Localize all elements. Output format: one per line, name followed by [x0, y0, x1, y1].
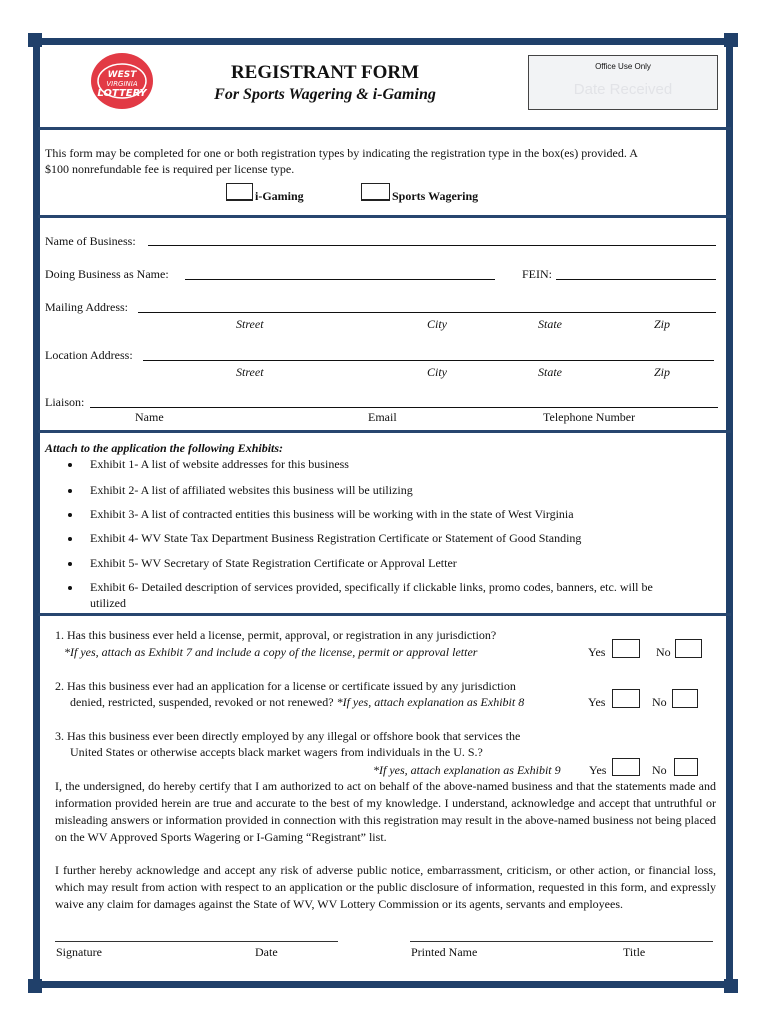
- border-corner: [28, 979, 42, 993]
- office-use-label: Office Use Only: [595, 62, 651, 71]
- question-1: 1. Has this business ever held a license, permit, approval, or registration in any jurisdiction?: [55, 628, 497, 642]
- question-2: 2. Has this business ever had an application for a license or certificate issued by any jurisdiction: [55, 679, 516, 693]
- location-address-field[interactable]: [143, 360, 714, 361]
- printed-name-line[interactable]: [410, 941, 713, 942]
- dba-field[interactable]: [185, 279, 495, 280]
- svg-text:VIRGINIA: VIRGINIA: [106, 80, 138, 88]
- section-divider: [38, 613, 731, 616]
- question-3-line-2: United States or otherwise accepts black market wagers from individuals in the U. S.?: [70, 745, 483, 759]
- liaison-phone-caption: Telephone Number: [543, 410, 636, 424]
- exhibit-item: Exhibit 4- WV State Tax Department Business Registration Certificate or Statement of Good Standing: [90, 531, 582, 545]
- location-address-label: Location Address:: [45, 348, 133, 362]
- section-divider: [38, 215, 731, 218]
- bullet: [68, 562, 72, 566]
- fein-field[interactable]: [556, 279, 716, 280]
- location-city-caption: City: [427, 365, 447, 379]
- q1-no-label: No: [656, 645, 671, 659]
- igaming-label: i-Gaming: [255, 189, 304, 203]
- border-corner: [28, 33, 42, 47]
- mailing-city-caption: City: [427, 317, 447, 331]
- form-subtitle: For Sports Wagering & i-Gaming: [214, 86, 436, 103]
- business-name-label: Name of Business:: [45, 234, 136, 248]
- svg-text:LOTTERY: LOTTERY: [97, 88, 147, 99]
- exhibit-item-continuation: utilized: [90, 596, 126, 610]
- border-corner: [724, 33, 738, 47]
- office-use-box: [528, 55, 718, 110]
- sports-wagering-checkbox[interactable]: [361, 183, 390, 201]
- mailing-state-caption: State: [538, 317, 562, 331]
- title-caption: Title: [623, 945, 646, 959]
- q3-yes-checkbox[interactable]: [612, 758, 640, 776]
- bullet: [68, 513, 72, 517]
- exhibit-item: Exhibit 1- A list of website addresses for this business: [90, 457, 349, 471]
- liaison-field[interactable]: [90, 407, 718, 408]
- bullet: [68, 463, 72, 467]
- date-received-placeholder: Date Received: [573, 81, 673, 98]
- q2-yes-label: Yes: [588, 695, 606, 709]
- liaison-name-caption: Name: [135, 410, 164, 424]
- question-1-note: *If yes, attach as Exhibit 7 and include a copy of the license, permit or approval letter: [64, 645, 478, 659]
- q3-no-label: No: [652, 763, 667, 777]
- certification-paragraph: I, the undersigned, do hereby certify that I am authorized to act on behalf of the above-named business and that the statements made and information provided herein are true and accurate to the best of my knowledge. I understand, acknowledge and accept that untruthful or misleading answers or information provided in connection with this registration may result in the above-named business not being placed on the WV Approved Sports Wagering or I-Gaming “Registrant” list.: [55, 779, 716, 844]
- exhibit-item: Exhibit 2- A list of affiliated websites this business will be utilizing: [90, 483, 413, 497]
- bullet: [68, 586, 72, 590]
- exhibits-heading: Attach to the application the following Exhibits:: [45, 441, 284, 455]
- igaming-checkbox[interactable]: [226, 183, 253, 201]
- q3-no-checkbox[interactable]: [674, 758, 698, 776]
- mailing-address-field[interactable]: [138, 312, 716, 313]
- bullet: [68, 537, 72, 541]
- fein-label: FEIN:: [522, 267, 552, 281]
- question-2-note: *If yes, attach explanation as Exhibit 8: [336, 695, 525, 709]
- question-2-line-2: [70, 695, 524, 710]
- q2-no-checkbox[interactable]: [672, 689, 698, 708]
- location-zip-caption: Zip: [654, 365, 671, 379]
- printed-name-caption: Printed Name: [411, 945, 478, 959]
- mailing-zip-caption: Zip: [654, 317, 671, 331]
- svg-text:WEST: WEST: [107, 70, 137, 80]
- wv-lottery-logo: [90, 52, 154, 110]
- signature-line[interactable]: [55, 941, 338, 942]
- q1-yes-checkbox[interactable]: [612, 639, 640, 658]
- sports-wagering-label: Sports Wagering: [392, 189, 479, 203]
- q1-yes-label: Yes: [588, 645, 606, 659]
- date-caption: Date: [255, 945, 278, 959]
- q1-no-checkbox[interactable]: [675, 639, 702, 658]
- dba-label: Doing Business as Name:: [45, 267, 169, 281]
- location-state-caption: State: [538, 365, 562, 379]
- mailing-address-label: Mailing Address:: [45, 300, 128, 314]
- exhibit-item: Exhibit 6- Detailed description of services provided, specifically if clickable links, promo codes, banners, etc. will be: [90, 580, 653, 594]
- acknowledgement-paragraph: I further hereby acknowledge and accept any risk of adverse public notice, embarrassment, criticism, or other action, or financial loss, which may result from action with respect to an application or the public disclosure of information, requested in this form, and expressly waive any claim for damages against the State of WV, WV Lottery Commission or its agents, servants and employees.: [55, 863, 716, 911]
- border-corner: [724, 979, 738, 993]
- form-title: REGISTRANT FORM: [230, 62, 420, 83]
- question-2-text: denied, restricted, suspended, revoked or not renewed?: [70, 695, 337, 709]
- intro-line-2: $100 nonrefundable fee is required per license type.: [45, 162, 295, 176]
- question-3-note: *If yes, attach explanation as Exhibit 9: [373, 763, 561, 777]
- exhibit-item: Exhibit 3- A list of contracted entities this business will be working with in the state of West Virginia: [90, 507, 574, 521]
- business-name-field[interactable]: [148, 245, 716, 246]
- exhibit-item: Exhibit 5- WV Secretary of State Registration Certificate or Approval Letter: [90, 556, 457, 570]
- liaison-email-caption: Email: [368, 410, 397, 424]
- section-divider: [38, 127, 731, 130]
- q2-yes-checkbox[interactable]: [612, 689, 640, 708]
- q3-yes-label: Yes: [589, 763, 607, 777]
- location-street-caption: Street: [236, 365, 264, 379]
- liaison-label: Liaison:: [45, 395, 85, 409]
- mailing-street-caption: Street: [236, 317, 264, 331]
- section-divider: [38, 430, 731, 433]
- bullet: [68, 489, 72, 493]
- intro-line-1: This form may be completed for one or both registration types by indicating the registration type in the box(es) provided. A: [45, 146, 638, 160]
- question-3: 3. Has this business ever been directly employed by any illegal or offshore book that services the: [55, 729, 521, 743]
- signature-caption: Signature: [56, 945, 102, 959]
- q2-no-label: No: [652, 695, 667, 709]
